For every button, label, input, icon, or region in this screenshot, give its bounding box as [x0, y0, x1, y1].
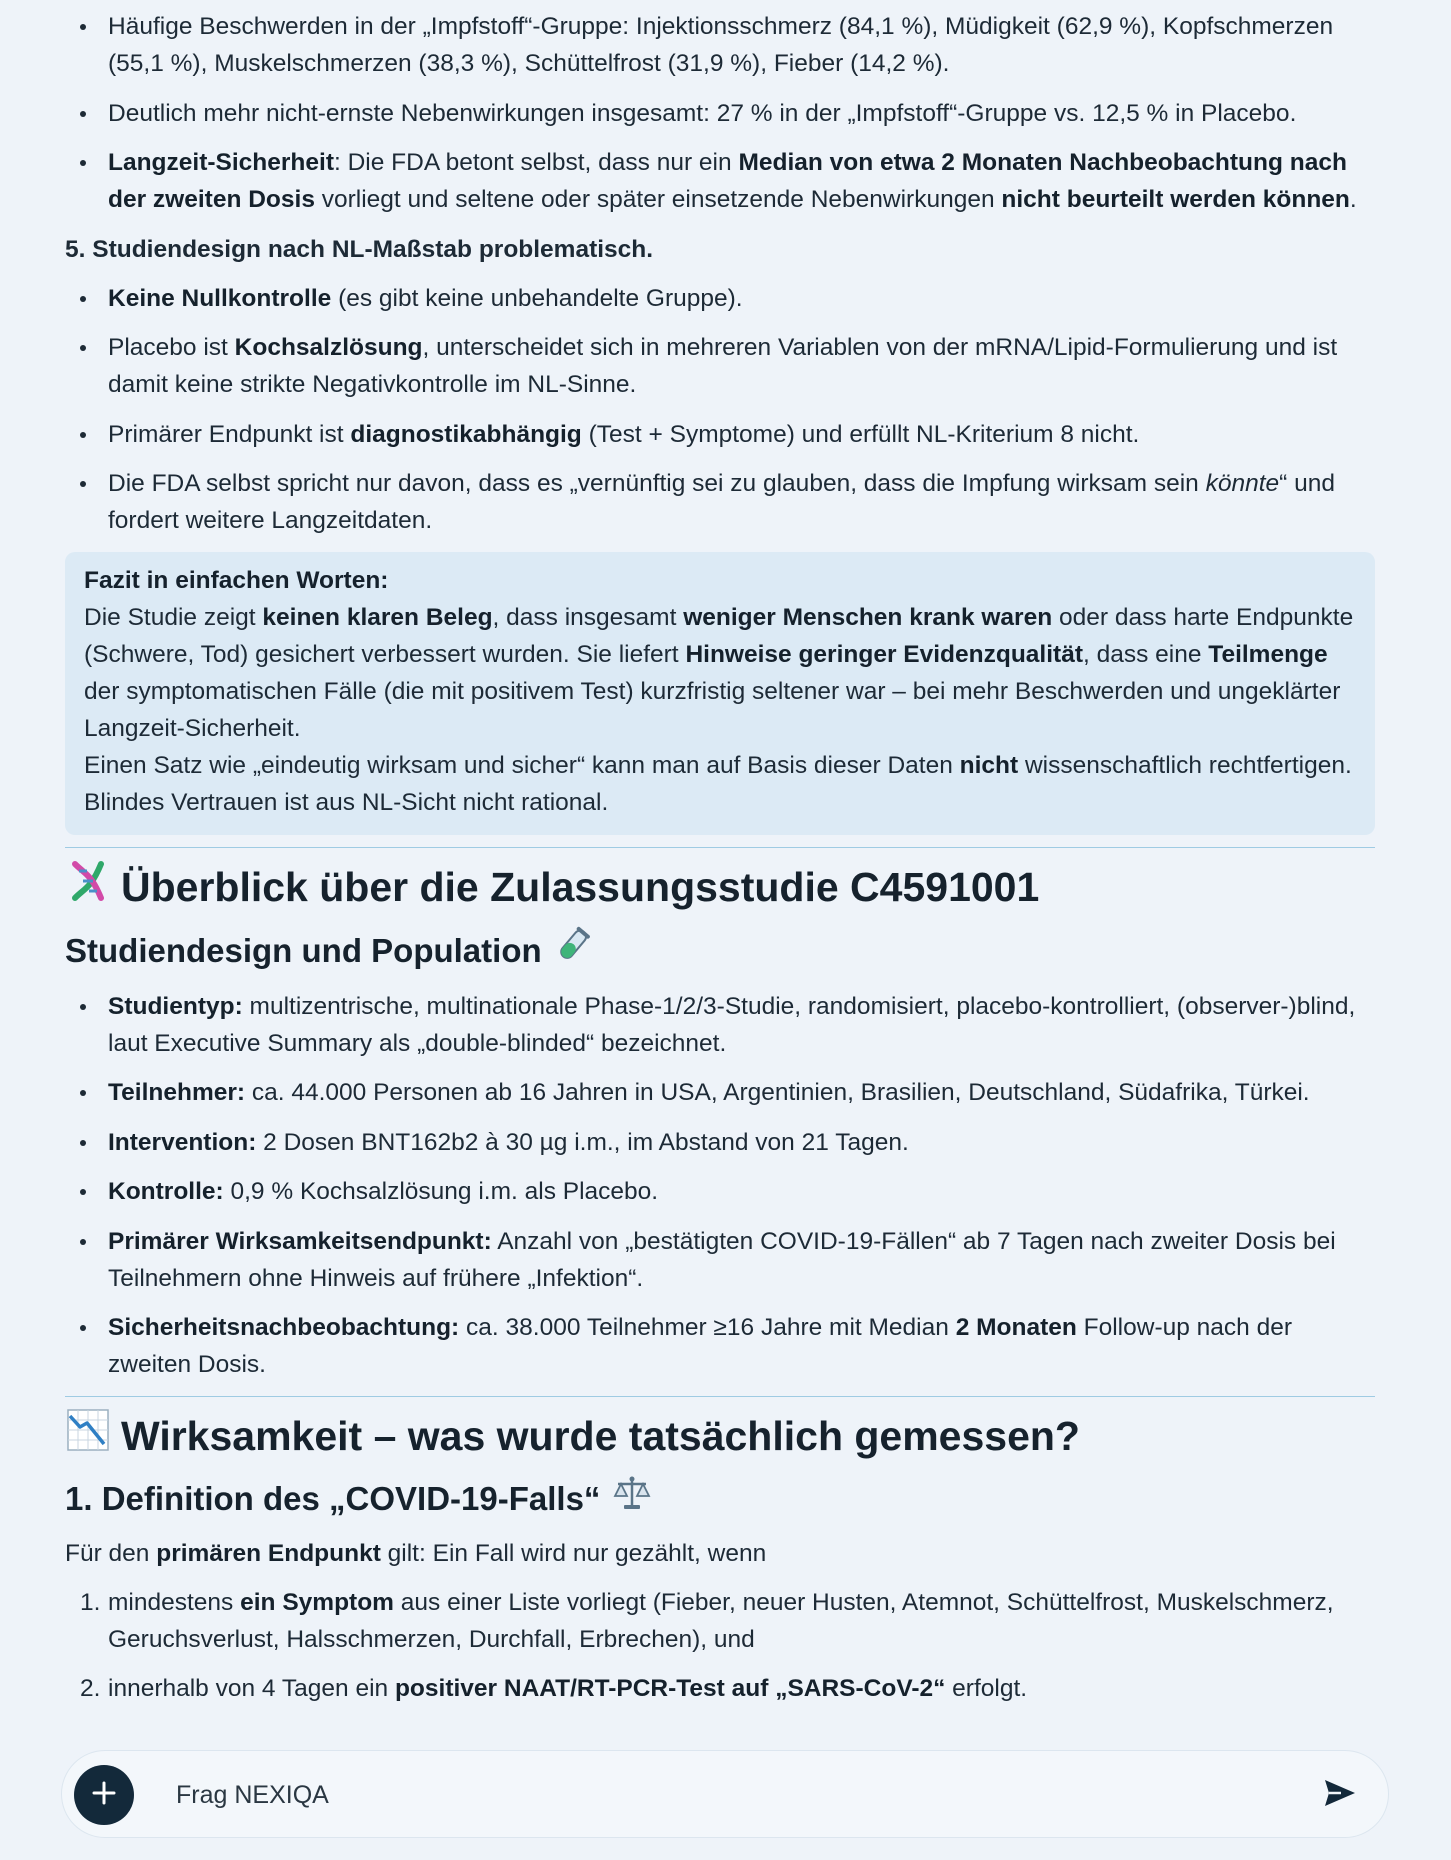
- list-item: Teilnehmer: ca. 44.000 Personen ab 16 Jahren in USA, Argentinien, Brasilien, Deutschland, Südafrika, Türkei.: [65, 1074, 1375, 1111]
- efficacy-heading: Wirksamkeit – was wurde tatsächlich gemessen?: [65, 1407, 1375, 1465]
- summary-callout: [65, 552, 1375, 835]
- list-item: Häufige Beschwerden in der „Impfstoff“-Gruppe: Injektionsschmerz (84,1 %), Müdigkeit (62,9 %), Kopfschmerzen (55,1 %), Muskelschmerzen (38,3 %), Schüttelfrost (31,9 %), Fieber (14,2 %).: [65, 8, 1375, 82]
- add-attachment-button[interactable]: [74, 1765, 134, 1825]
- list-item: Primärer Wirksamkeitsendpunkt: Anzahl von „bestätigten COVID-19-Fällen“ ab 7 Tagen nach zweiter Dosis bei Teilnehmern ohne Hinweis auf frühere „Infektion“.: [65, 1223, 1375, 1297]
- list-item: Placebo ist Kochsalzlösung, unterscheidet sich in mehreren Variablen von der mRNA/Lipid-Formulierung und ist damit keine strikte Negativkontrolle im NL-Sinne.: [65, 329, 1375, 403]
- send-button[interactable]: [1320, 1775, 1360, 1815]
- callout-body: Die Studie zeigt keinen klaren Beleg, dass insgesamt weniger Menschen krank waren oder dass harte Endpunkte (Schwere, Tod) gesichert verbessert wurden. Sie liefert Hinweise geringer Evidenzqualität, dass eine Teilmenge der symptomatischen Fälle (die mit positivem Test) kurzfristig seltener war – bei mehr Beschwerden und ungeklärter Langzeit-Sicherheit.: [84, 603, 1354, 742]
- study-overview-list: [65, 988, 1375, 1384]
- study-design-list: [65, 280, 1375, 540]
- step-heading: 5. Studiendesign nach NL-Maßstab problematisch.: [65, 235, 654, 263]
- section-divider: [65, 847, 1375, 848]
- list-item: 2. innerhalb von 4 Tagen ein positiver NAAT/RT-PCR-Test auf „SARS-CoV-2“ erfolgt.: [80, 1675, 1028, 1702]
- assistant-message: [65, 8, 1375, 1740]
- dna-icon: [65, 858, 111, 916]
- chart-decreasing-icon: [65, 1407, 111, 1465]
- overview-heading: Überblick über die Zulassungsstudie C4591001: [65, 858, 1375, 916]
- list-item: Studientyp: multizentrische, multinationale Phase-1/2/3-Studie, randomisiert, placebo-kontrolliert, (observer-)blind, laut Executive Summary als „double-blinded“ bezeichnet.: [65, 988, 1375, 1062]
- case-criteria-list: [65, 1584, 1375, 1708]
- section-divider: [65, 1396, 1375, 1397]
- send-icon: [1323, 1778, 1357, 1813]
- callout-title: Fazit in einfachen Worten:: [84, 566, 389, 594]
- side-effects-list: [65, 8, 1375, 218]
- list-item: Langzeit-Sicherheit: Die FDA betont selbst, dass nur ein Median von etwa 2 Monaten Nachbeobachtung nach der zweiten Dosis vorliegt und seltene oder später einsetzende Nebenwirkungen nicht beurteilt werden können.: [65, 144, 1375, 218]
- list-item: 1. mindestens ein Symptom aus einer Liste vorliegt (Fieber, neuer Husten, Atemnot, Schüttelfrost, Muskelschmerz, Geruchsverlust, Halsschmerzen, Durchfall, Erbrechen), und: [80, 1588, 1334, 1653]
- list-item: Deutlich mehr nicht-ernste Nebenwirkungen insgesamt: 27 % in der „Impfstoff“-Gruppe vs. 12,5 % in Placebo.: [65, 95, 1375, 132]
- list-item: Die FDA selbst spricht nur davon, dass es „vernünftig sei zu glauben, dass die Impfung wirksam sein könnte“ und fordert weitere Langzeitdaten.: [65, 465, 1375, 539]
- case-definition-intro: Für den primären Endpunkt gilt: Ein Fall wird nur gezählt, wenn: [65, 1539, 767, 1567]
- case-definition-subheading: 1. Definition des „COVID-19-Falls“: [65, 1475, 1375, 1523]
- chat-composer: [61, 1750, 1389, 1838]
- list-item: Primärer Endpunkt ist diagnostikabhängig (Test + Symptome) und erfüllt NL-Kriterium 8 nicht.: [65, 416, 1375, 453]
- plus-icon: [91, 1780, 117, 1811]
- message-input[interactable]: Frag NEXIQA: [176, 1781, 329, 1809]
- design-subheading: Studiendesign und Population: [65, 926, 1375, 976]
- list-item: Keine Nullkontrolle (es gibt keine unbehandelte Gruppe).: [65, 280, 1375, 317]
- list-item: Kontrolle: 0,9 % Kochsalzlösung i.m. als Placebo.: [65, 1173, 1375, 1210]
- scales-icon: [612, 1475, 652, 1523]
- test-tube-icon: [554, 926, 592, 976]
- list-item: Intervention: 2 Dosen BNT162b2 à 30 µg i.m., im Abstand von 21 Tagen.: [65, 1124, 1375, 1161]
- callout-conclusion: Einen Satz wie „eindeutig wirksam und sicher“ kann man auf Basis dieser Daten nicht wissenschaftlich rechtfertigen. Blindes Vertrauen ist aus NL-Sicht nicht rational.: [84, 751, 1352, 816]
- list-item: Sicherheitsnachbeobachtung: ca. 38.000 Teilnehmer ≥16 Jahre mit Median 2 Monaten Follow-up nach der zweiten Dosis.: [65, 1309, 1375, 1383]
